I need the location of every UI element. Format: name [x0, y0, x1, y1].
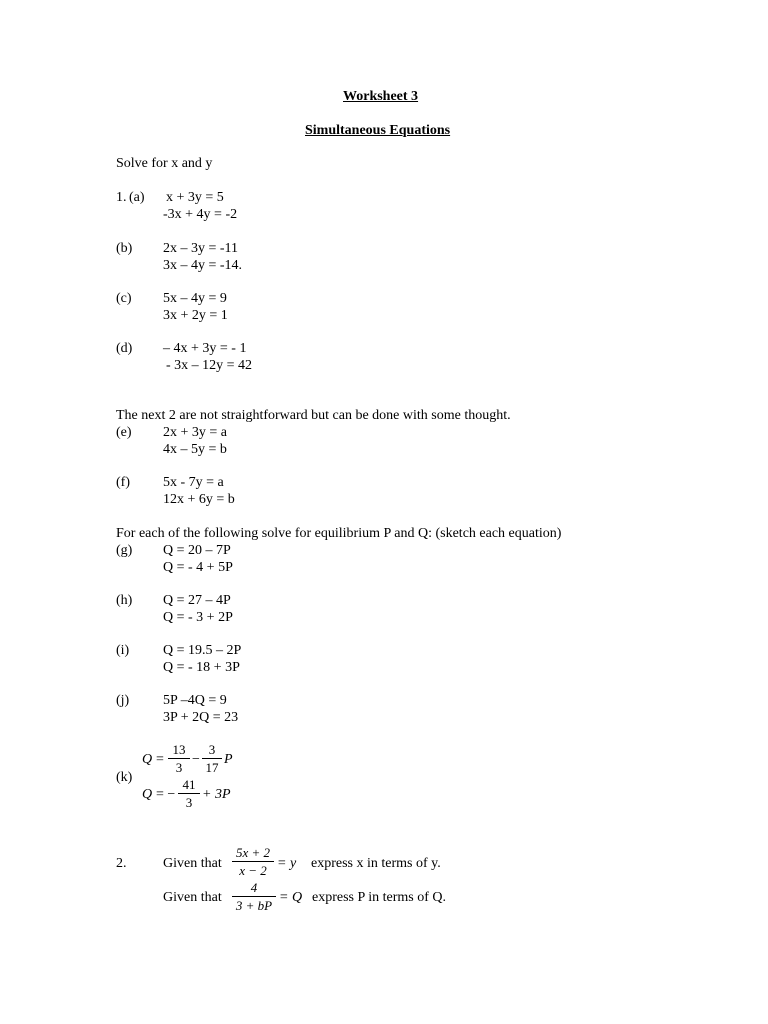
question-2-line2-fraction	[232, 880, 276, 913]
item-k-line1-fraction-1	[168, 742, 190, 775]
item-k-line1-variable: P	[224, 752, 233, 767]
item-k-line2-fraction-denominator: 3	[185, 795, 193, 810]
item-g-equation-1: Q = 20 – 7P	[163, 543, 231, 558]
item-k-line1-fraction-1-numerator: 13	[172, 742, 186, 757]
item-g-equation-2: Q = - 4 + 5P	[163, 560, 233, 575]
item-c-label: (c)	[116, 291, 132, 306]
item-a-equation-1: x + 3y = 5	[166, 190, 224, 205]
question-2-line1-fraction-denominator: x − 2	[239, 863, 267, 878]
item-d-label: (d)	[116, 341, 133, 356]
item-d-equation-1: – 4x + 3y = - 1	[163, 341, 247, 356]
fraction-bar	[202, 758, 222, 759]
item-b-equation-2: 3x – 4y = -14.	[163, 258, 243, 273]
item-a-equation-2: -3x + 4y = -2	[163, 207, 238, 222]
item-c-equation-2: 3x + 2y = 1	[163, 308, 228, 323]
item-g-label: (g)	[116, 543, 133, 558]
item-i-equation-1: Q = 19.5 – 2P	[163, 643, 242, 658]
note-straightforward: The next 2 are not straightforward but can be done with some thought.	[116, 408, 511, 423]
item-j-label: (j)	[116, 693, 130, 708]
item-j-equation-1: 5P –4Q = 9	[163, 693, 227, 708]
item-k-line1-fraction-2	[202, 742, 222, 775]
question-2-line1-fraction-numerator: 5x + 2	[235, 845, 271, 860]
item-i-label: (i)	[116, 643, 130, 658]
note-equilibrium: For each of the following solve for equilibrium P and Q: (sketch each equation)	[116, 526, 562, 541]
item-h-label: (h)	[116, 593, 133, 608]
fraction-bar	[168, 758, 190, 759]
item-h-equation-2: Q = - 3 + 2P	[163, 610, 233, 625]
item-e-equation-1: 2x + 3y = a	[163, 425, 228, 440]
fraction-bar	[178, 793, 200, 794]
worksheet-title: Worksheet 3	[343, 89, 419, 104]
item-f-equation-1: 5x - 7y = a	[163, 475, 224, 490]
question-2-line1-suffix: express x in terms of y.	[311, 856, 441, 871]
item-k-line1-fraction-1-denominator: 3	[175, 760, 183, 775]
question-2-line2-fraction-numerator: 4	[250, 880, 258, 895]
item-i-equation-2: Q = - 18 + 3P	[163, 660, 240, 675]
item-k-line1-equals: =	[156, 752, 164, 767]
item-e-equation-2: 4x – 5y = b	[163, 442, 227, 457]
question-2-line2-rhs: = Q	[279, 890, 303, 905]
item-a-label: (a)	[129, 190, 145, 205]
item-j-equation-2: 3P + 2Q = 23	[163, 710, 239, 725]
instruction-text: Solve for x and y	[116, 156, 213, 171]
item-k-line2-fraction-numerator: 41	[182, 777, 196, 792]
question-1-number: 1.	[116, 190, 127, 205]
question-2-line2-prefix: Given that	[163, 890, 222, 905]
item-h-equation-1: Q = 27 – 4P	[163, 593, 231, 608]
question-2-line1-prefix: Given that	[163, 856, 222, 871]
item-k-line2-fraction	[178, 777, 200, 810]
question-2-line1-rhs: = y	[277, 856, 297, 871]
item-k-line1-fraction-2-numerator: 3	[208, 742, 216, 757]
item-k-line1-lhs: Q	[142, 752, 153, 767]
fraction-bar	[232, 861, 274, 862]
item-f-label: (f)	[116, 475, 130, 490]
question-2-line1-fraction	[232, 845, 274, 878]
item-k-line1-fraction-2-denominator: 17	[205, 760, 219, 775]
item-e-label: (e)	[116, 425, 132, 440]
fraction-bar	[232, 896, 276, 897]
item-k-line1-minus: −	[192, 752, 200, 767]
item-c-equation-1: 5x – 4y = 9	[163, 291, 227, 306]
question-2-line2-suffix: express P in terms of Q.	[312, 890, 447, 905]
item-k-line2-tail: + 3P	[202, 787, 231, 802]
worksheet-subtitle: Simultaneous Equations	[305, 123, 451, 138]
item-d-equation-2: - 3x – 12y = 42	[166, 358, 253, 373]
item-f-equation-2: 12x + 6y = b	[163, 492, 235, 507]
item-k-line2-lhs: Q	[142, 787, 153, 802]
item-k-label: (k)	[116, 770, 133, 785]
item-b-label: (b)	[116, 241, 133, 256]
question-2-line2-fraction-denominator: 3 + bP	[235, 898, 273, 913]
question-2-number: 2.	[116, 856, 127, 871]
item-k-line2-equals: = −	[156, 787, 176, 802]
item-b-equation-1: 2x – 3y = -11	[163, 241, 239, 256]
